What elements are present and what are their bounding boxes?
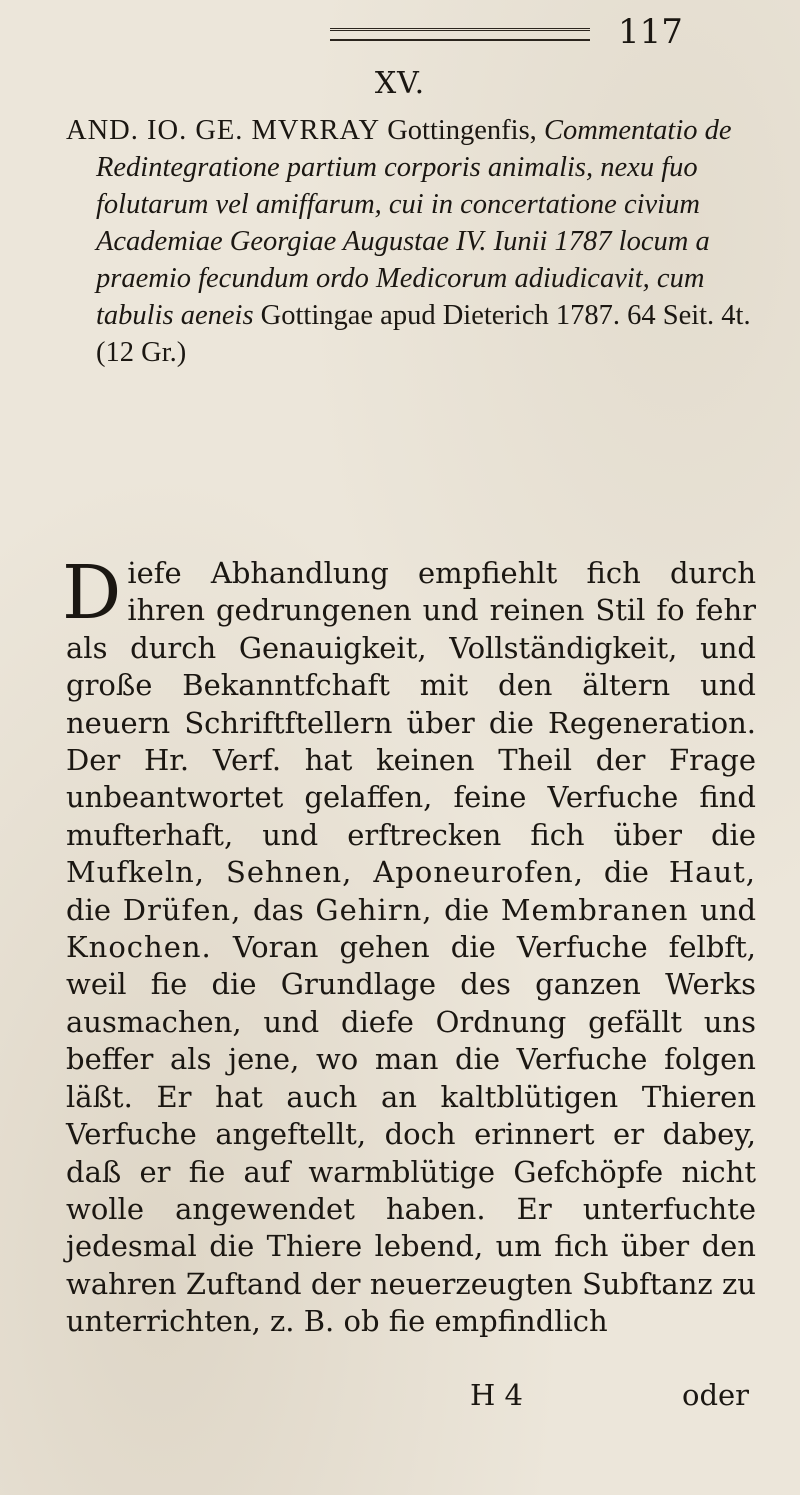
body-text-segment: die [603, 855, 649, 890]
citation-place: Gottingenfis, [387, 115, 537, 146]
review-body [62, 550, 757, 1341]
emphasis-term: Gehirn, [315, 892, 433, 927]
body-text-segment: iefe Abhandlung empfiehlt fich durch ihren gedrungenen und reinen Stil fo fehr als durch Genauigkeit, Vollständigkeit, und große Bekanntfchaft mit den ältern und neuern Schriftftellern über die Regeneration. Der Hr. Verf. hat keinen Theil der Frage unbeantwortet gelaffen, feine Verfuche find mufterhaft, und erftrecken fich über die [66, 556, 756, 852]
emphasis-term: Mufkeln, Sehnen, Aponeurofen, [66, 855, 584, 890]
body-text-segment: die [66, 892, 112, 927]
citation-author: AND. IO. GE. MVRRAY [66, 115, 381, 146]
citation-imprint: Gottingae apud Dieterich 1787. 64 Seit. 4t. (12 Gr.) [96, 300, 751, 368]
header-rule [330, 28, 590, 41]
bibliographic-citation [66, 112, 756, 371]
body-text-segment: das [252, 892, 304, 927]
signature-mark: H 4 [470, 1378, 523, 1412]
body-text-segment: die [444, 892, 490, 927]
body-text-segment: und [700, 892, 757, 927]
emphasis-term: Knochen. [66, 930, 212, 965]
entry-number: XV. [374, 66, 426, 101]
emphasis-term: Membranen [500, 892, 689, 927]
drop-cap: D [62, 550, 122, 636]
citation-title: Commentatio de Redintegratione partium corporis animalis, nexu fuo folutarum vel amiffarum, cui in concertatione civium Academiae Georgiae Augustae IV. Iunii 1787 locum a praemio fecundum ordo Medicorum adiudicavit, cum tabulis aeneis [96, 115, 732, 331]
body-text-segment: Voran gehen die Verfuche felbft, weil fie die Grundlage des ganzen Werks ausmachen, und diefe Ordnung gefällt uns beffer als jene, wo man die Verfuche folgen läßt. Er hat auch an kaltblütigen Thieren Verfuche angeftellt, doch erinnert er dabey, daß er fie auf warmblütige Gefchöpfe nicht wolle angewendet haben. Er unterfuchte jedesmal die Thiere lebend, um fich über den wahren Zuftand der neuerzeugten Subftanz zu unterrichten, z. B. ob fie empfindlich [66, 930, 757, 1339]
emphasis-term: Drüfen, [122, 892, 242, 927]
emphasis-term: Haut, [668, 855, 757, 890]
page-number: 117 [618, 12, 683, 52]
catchword: oder [682, 1378, 750, 1412]
